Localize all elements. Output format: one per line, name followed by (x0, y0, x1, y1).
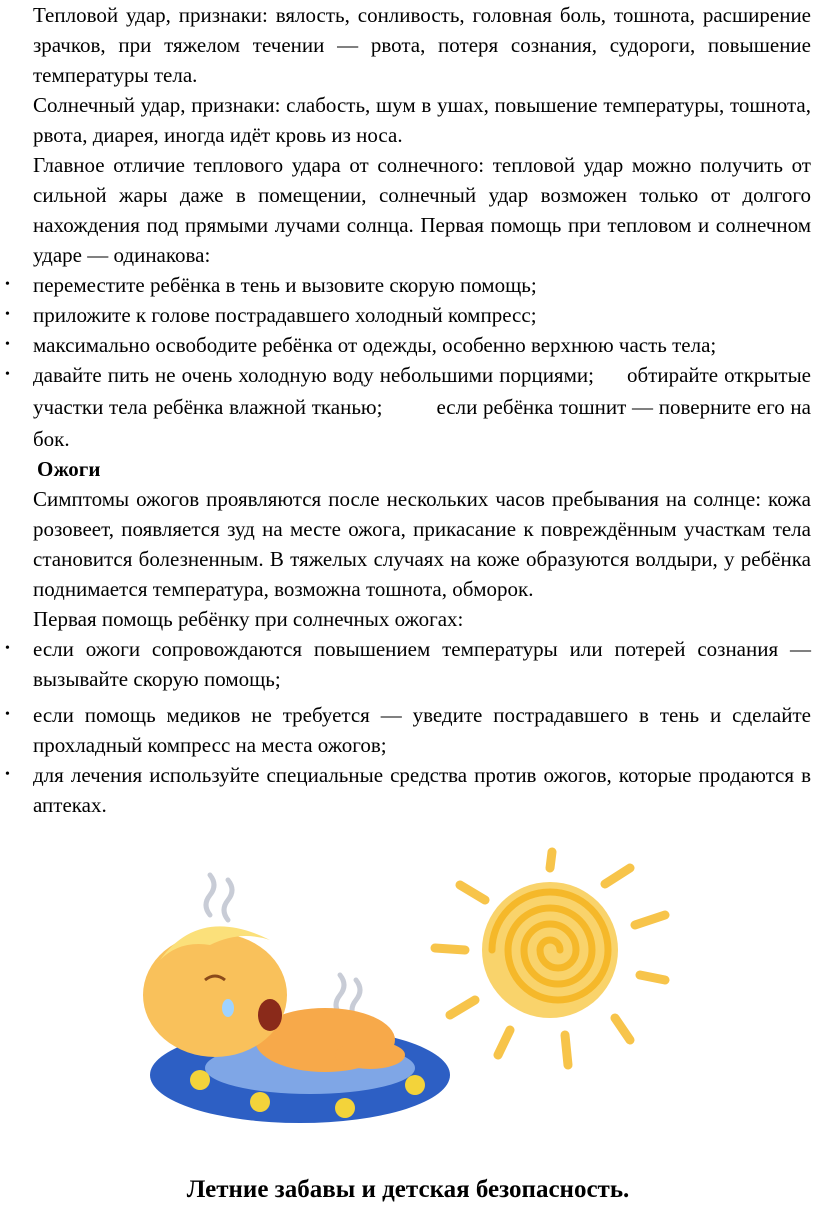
burns-intro-paragraph: Первая помощь ребёнку при солнечных ожогах: (33, 607, 464, 631)
burns-first-aid-list (5, 634, 811, 820)
list-item: • приложите к голове пострадавшего холодный компресс; (5, 303, 537, 327)
heatstroke-paragraph: Тепловой удар, признаки: вялость, сонливость, головная боль, тошнота, расширение зрачков, при тяжелом течении — рвота, потеря сознания, судороги, повышение температуры тела. (33, 3, 811, 87)
list-item: • для лечения используйте специальные средства против ожогов, которые продаются в аптеках. (5, 763, 811, 817)
missing-glyph-box (594, 368, 606, 386)
document-page (5, 0, 811, 820)
sunburn-child-illustration (110, 840, 770, 1130)
list-item: • переместите ребёнка в тень и вызовите скорую помощь; (5, 273, 537, 297)
missing-glyph-box (382, 400, 394, 418)
list-item: • давайте пить не очень холодную воду небольшими порциями; обтирайте открытые участки тела ребёнка влажной тканью; если ребёнка тошнит — поверните его на бок. (5, 363, 811, 451)
sunstroke-paragraph: Солнечный удар, признаки: слабость, шум в ушах, повышение температуры, тошнота, рвота, диарея, иногда идёт кровь из носа. (33, 93, 811, 147)
first-aid-list (5, 270, 811, 454)
sun-icon (435, 852, 665, 1065)
list-item: • если ожоги сопровождаются повышением температуры или потерей сознания — вызывайте скорую помощь; (5, 637, 811, 691)
list-item: • максимально освободите ребёнка от одежды, особенно верхнюю часть тела; (5, 333, 717, 357)
child-icon (143, 926, 405, 1072)
burns-symptoms-paragraph: Симптомы ожогов проявляются после нескольких часов пребывания на солнце: кожа розовеет, появляется зуд на месте ожога, прикасание к повреждённым участкам тела становится болезненным. В тяжелых случаях на коже образуются волдыри, у ребёнка поднимается температура, возможна тошнота, обморок. (33, 487, 811, 601)
difference-paragraph: Главное отличие теплового удара от солнечного: тепловой удар можно получить от сильной жары даже в помещении, солнечный удар возможен только от долгого нахождения под прямыми лучами солнца. Первая помощь при тепловом и солнечном ударе — одинакова: (33, 153, 811, 267)
page-footer-title: Летние забавы и детская безопасность. (186, 1176, 630, 1203)
list-item: • если помощь медиков не требуется — уведите пострадавшего в тень и сделайте прохладный компресс на места ожогов; (5, 703, 811, 757)
burns-heading: Ожоги (37, 457, 101, 481)
